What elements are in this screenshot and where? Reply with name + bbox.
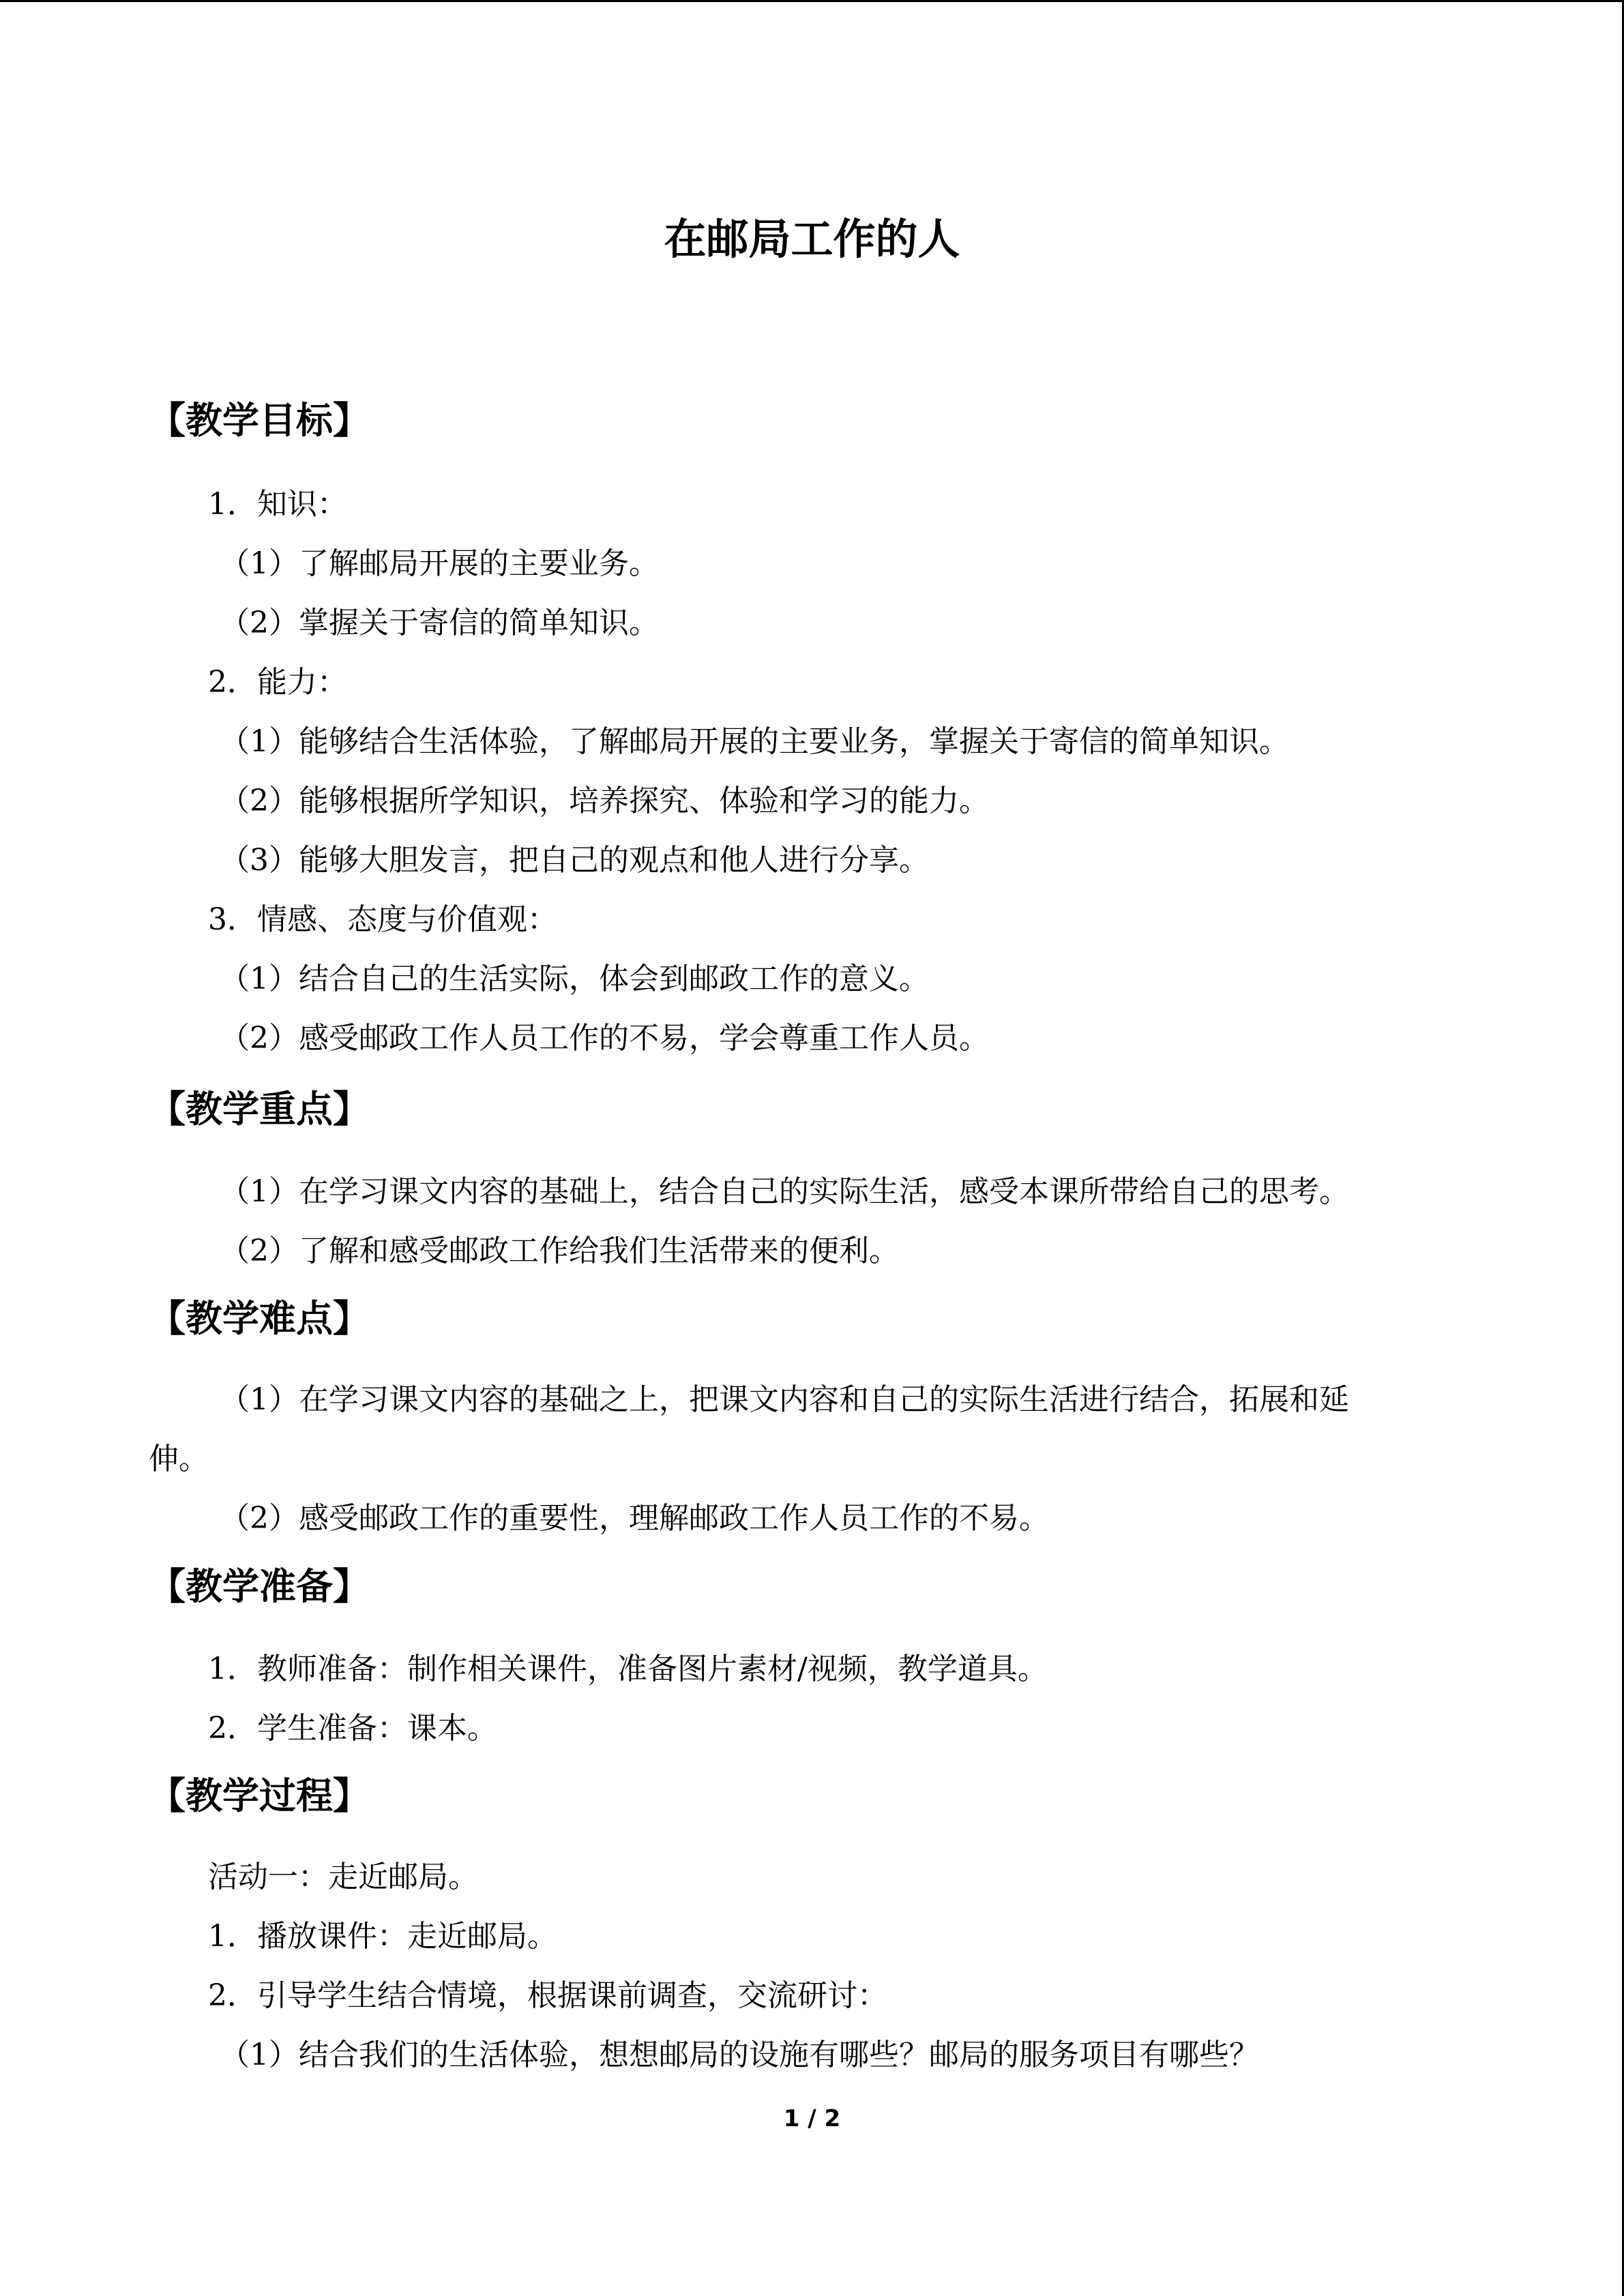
page-number: 1 / 2 xyxy=(783,2105,841,2132)
process-line: 活动一：走近邮局。 xyxy=(208,1860,478,1894)
objective-line: （2）掌握关于寄信的简单知识。 xyxy=(220,606,659,640)
objective-line: 1．知识： xyxy=(208,487,347,522)
heading-key-points: 【教学重点】 xyxy=(149,1088,370,1131)
difficulty-line: 伸。 xyxy=(149,1442,209,1476)
objective-line: 2．能力： xyxy=(208,665,347,700)
page-top-border xyxy=(0,0,1624,2)
preparation-line: 2．学生准备：课本。 xyxy=(208,1711,497,1746)
heading-difficulties: 【教学难点】 xyxy=(149,1297,370,1340)
process-line: 1．播放课件：走近邮局。 xyxy=(208,1919,557,1954)
process-line: 2．引导学生结合情境，根据课前调查，交流研讨： xyxy=(208,1978,887,2013)
objective-line: （1）结合自己的生活实际，体会到邮政工作的意义。 xyxy=(220,961,929,996)
objective-line: （1）能够结合生活体验，了解邮局开展的主要业务，掌握关于寄信的简单知识。 xyxy=(220,724,1289,759)
heading-preparation: 【教学准备】 xyxy=(149,1565,370,1608)
objective-line: （2）能够根据所学知识，培养探究、体验和学习的能力。 xyxy=(220,784,989,818)
key-point-line: （1）在学习课文内容的基础上，结合自己的实际生活，感受本课所带给自己的思考。 xyxy=(220,1174,1349,1209)
document-title: 在邮局工作的人 xyxy=(664,214,960,264)
heading-objectives: 【教学目标】 xyxy=(149,399,370,442)
objective-line: （2）感受邮政工作人员工作的不易，学会尊重工作人员。 xyxy=(220,1021,989,1056)
preparation-line: 1．教师准备：制作相关课件，准备图片素材/视频，教学道具。 xyxy=(208,1652,1048,1686)
difficulty-line: （2）感受邮政工作的重要性，理解邮政工作人员工作的不易。 xyxy=(220,1501,1049,1536)
objective-line: 3．情感、态度与价值观： xyxy=(208,902,557,937)
objective-line: （1）了解邮局开展的主要业务。 xyxy=(220,546,659,581)
heading-process: 【教学过程】 xyxy=(149,1774,370,1817)
difficulty-line: （1）在学习课文内容的基础之上，把课文内容和自己的实际生活进行结合，拓展和延 xyxy=(220,1382,1349,1417)
key-point-line: （2）了解和感受邮政工作给我们生活带来的便利。 xyxy=(220,1234,899,1268)
objective-line: （3）能够大胆发言，把自己的观点和他人进行分享。 xyxy=(220,843,929,878)
process-line: （1）结合我们的生活体验，想想邮局的设施有哪些？邮局的服务项目有哪些？ xyxy=(220,2038,1259,2072)
